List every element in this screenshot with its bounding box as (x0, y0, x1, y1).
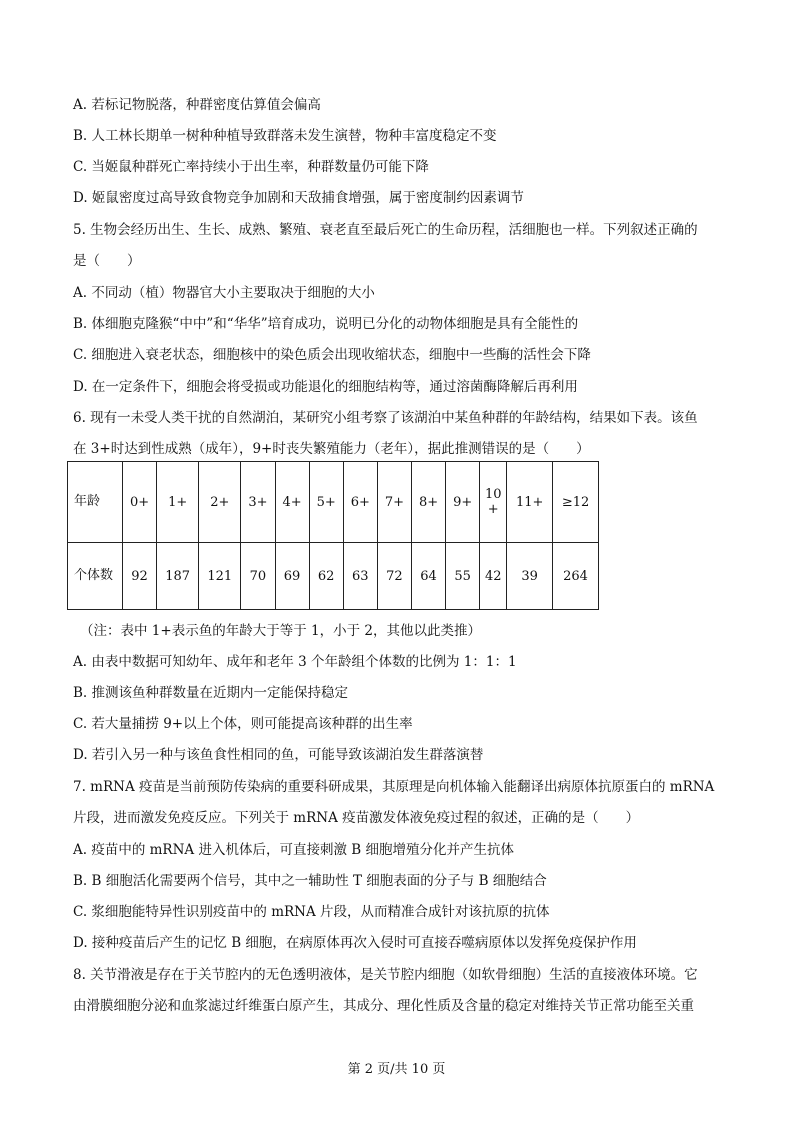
table-cell-age: 11+ (507, 462, 553, 543)
q7-option-b: B. B 细胞活化需要两个信号，其中之一辅助性 T 细胞表面的分子与 B 细胞结合 (73, 873, 547, 889)
q6-option-c: C. 若大量捕捞 9+以上个体，则可能提高该种群的出生率 (73, 716, 413, 732)
q8-stem-line1: 8. 关节滑液是存在于关节腔内的无色透明液体，是关节腔内细胞（如软骨细胞）生活的直接液体环境。它 (73, 967, 698, 983)
table-cell-count: 69 (275, 543, 309, 610)
page-footer: 第 2 页/共 10 页 (347, 1062, 446, 1077)
table-row-ages (68, 462, 599, 543)
q4-option-d: D. 姬鼠密度过高导致食物竞争加剧和天敌捕食增强，属于密度制约因素调节 (73, 190, 524, 206)
table-cell-count: 62 (309, 543, 343, 610)
q5-option-d: D. 在一定条件下，细胞会将受损或功能退化的细胞结构等，通过溶菌酶降解后再利用 (73, 379, 578, 395)
table-cell-count: 70 (241, 543, 275, 610)
table-cell-count: 39 (507, 543, 553, 610)
table-cell-count: 55 (446, 543, 480, 610)
q4-option-c: C. 当姬鼠种群死亡率持续小于出生率，种群数量仍可能下降 (73, 159, 429, 175)
table-header-count: 个体数 (68, 543, 123, 610)
q6-option-a: A. 由表中数据可知幼年、成年和老年 3 个年龄组个体数的比例为 1：1：1 (73, 654, 517, 670)
q5-option-c: C. 细胞进入衰老状态，细胞核中的染色质会出现收缩状态，细胞中一些酶的活性会下降 (73, 347, 591, 363)
table-row-counts (68, 543, 599, 610)
table-cell-age: 0+ (123, 462, 157, 543)
table-cell-count: 63 (343, 543, 377, 610)
table-cell-count: 64 (412, 543, 446, 610)
q6-option-b: B. 推测该鱼种群数量在近期内一定能保持稳定 (73, 685, 349, 701)
table-cell-count: 264 (553, 543, 599, 610)
q8-stem-line2: 由滑膜细胞分泌和血浆滤过纤维蛋白原产生，其成分、理化性质及含量的稳定对维持关节正常功能至关重 (73, 998, 694, 1014)
q6-stem-line1: 6. 现有一未受人类干扰的自然湖泊，某研究小组考察了该湖泊中某鱼种群的年龄结构，结果如下表。该鱼 (73, 410, 698, 426)
q5-stem-line1: 5. 生物会经历出生、生长、成熟、繁殖、衰老直至最后死亡的生命历程，活细胞也一样。下列叙述正确的 (73, 222, 698, 238)
q4-option-b: B. 人工林长期单一树种种植导致群落未发生演替，物种丰富度稳定不变 (73, 128, 497, 144)
table-cell-age: ≥12 (553, 462, 599, 543)
table-cell-age: 5+ (309, 462, 343, 543)
q5-stem-line2: 是（ ） (73, 253, 141, 269)
age-structure-table (67, 461, 599, 610)
table-cell-age: 7+ (377, 462, 411, 543)
table-cell-count: 72 (377, 543, 411, 610)
q7-option-c: C. 浆细胞能特异性识别疫苗中的 mRNA 片段，从而精准合成针对该抗原的抗体 (73, 904, 550, 920)
q7-option-d: D. 接种疫苗后产生的记忆 B 细胞，在病原体再次入侵时可直接吞噬病原体以发挥免疫保护作用 (73, 935, 637, 951)
q7-stem-line1: 7. mRNA 疫苗是当前预防传染病的重要科研成果，其原理是向机体输入能翻译出病原体抗原蛋白的 mRNA (73, 779, 715, 795)
table-cell-age: 4+ (275, 462, 309, 543)
table-cell-age: 6+ (343, 462, 377, 543)
q4-option-a: A. 若标记物脱落，种群密度估算值会偏高 (73, 97, 321, 113)
q6-option-d: D. 若引入另一种与该鱼食性相同的鱼，可能导致该湖泊发生群落演替 (73, 747, 484, 763)
table-cell-count: 121 (199, 543, 241, 610)
table-cell-age: 3+ (241, 462, 275, 543)
q6-stem-line2: 在 3+时达到性成熟（成年），9+时丧失繁殖能力（老年），据此推测错误的是（ ） (73, 441, 590, 457)
table-cell-age: 10+ (480, 462, 507, 543)
q5-option-a: A. 不同动（植）物器官大小主要取决于细胞的大小 (73, 285, 375, 301)
table-cell-age: 1+ (157, 462, 199, 543)
table-cell-age: 9+ (446, 462, 480, 543)
table-header-age: 年龄 (68, 462, 123, 543)
table-cell-count: 92 (123, 543, 157, 610)
q5-option-b: B. 体细胞克隆猴“中中”和“华华”培育成功，说明已分化的动物体细胞是具有全能性的 (73, 316, 579, 332)
q7-option-a: A. 疫苗中的 mRNA 进入机体后，可直接刺激 B 细胞增殖分化并产生抗体 (73, 842, 514, 858)
table-cell-count: 42 (480, 543, 507, 610)
table-cell-age: 8+ (412, 462, 446, 543)
table-cell-age: 2+ (199, 462, 241, 543)
table-cell-count: 187 (157, 543, 199, 610)
q6-table-note: （注：表中 1+表示鱼的年龄大于等于 1，小于 2，其他以此类推） (80, 623, 481, 639)
q7-stem-line2: 片段，进而激发免疫反应。下列关于 mRNA 疫苗激发体液免疫过程的叙述，正确的是（ ） (73, 810, 640, 826)
